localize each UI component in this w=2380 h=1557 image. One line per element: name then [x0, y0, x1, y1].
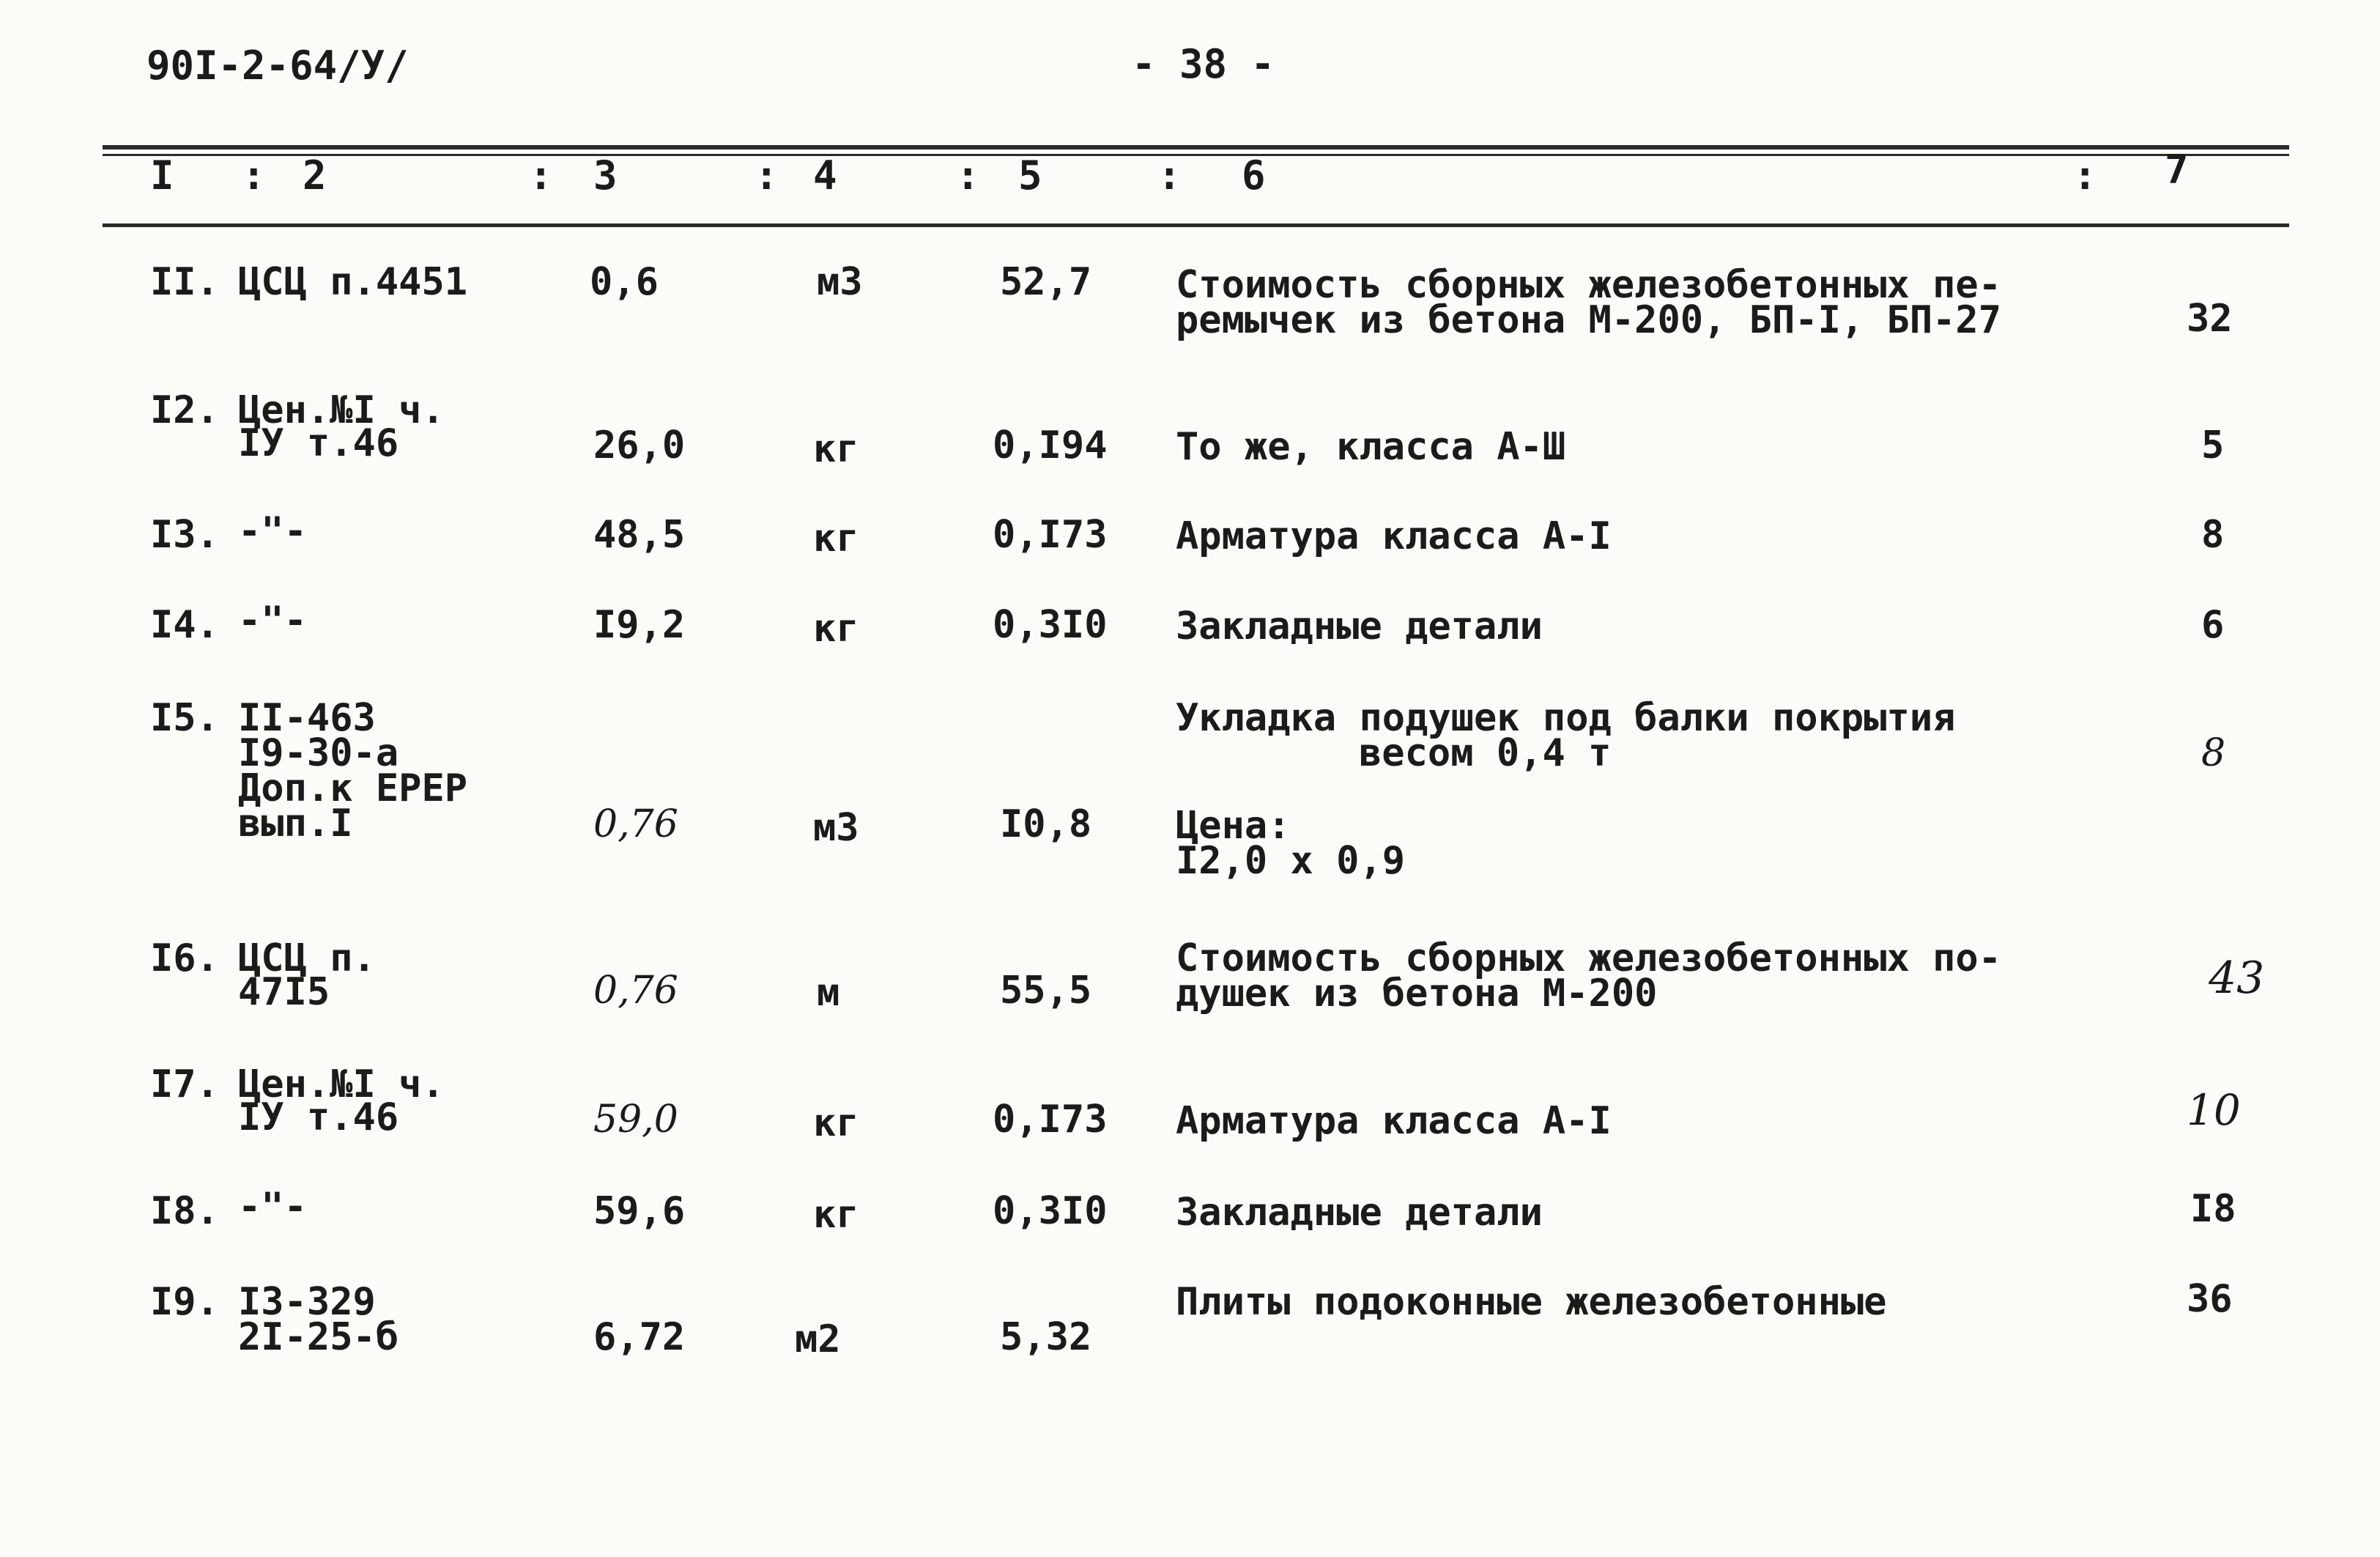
basis-line: ЦСЦ п.4451 — [238, 260, 468, 304]
basis-line: 47I5 — [238, 970, 330, 1014]
row-number: I7. — [150, 1062, 219, 1106]
description-line: душек из бетона М-200 — [1176, 972, 1658, 1016]
cost: 8 — [2201, 731, 2226, 775]
unit: м3 — [813, 806, 859, 850]
description-line: весом 0,4 т — [1359, 731, 1612, 775]
quantity: 0,6 — [590, 260, 659, 304]
cost: 6 — [2201, 603, 2225, 647]
cost: 10 — [2187, 1085, 2241, 1135]
description-line: I2,0 х 0,9 — [1176, 839, 1406, 883]
column-header-1: I — [150, 152, 174, 199]
basis-line: ЦСЦ п. — [238, 936, 376, 980]
unit-price: 0,I73 — [993, 1098, 1108, 1142]
header-rule-top-inner — [103, 154, 2289, 156]
unit: кг — [813, 517, 859, 561]
description-line: Плиты подоконные железобетонные — [1176, 1280, 1887, 1324]
cost: 36 — [2187, 1277, 2233, 1321]
unit-price: 5,32 — [1000, 1315, 1092, 1359]
header-rule-bottom — [103, 223, 2289, 227]
unit-price: 0,3I0 — [993, 603, 1108, 647]
description-line: Стоимость сборных железобетонных пе- — [1176, 263, 2002, 307]
unit: м2 — [795, 1317, 841, 1361]
row-number: I8. — [150, 1189, 219, 1233]
quantity: 0,76 — [593, 802, 678, 846]
basis-line: вып.I — [238, 802, 353, 846]
description-line: Укладка подушек под балки покрытия — [1176, 696, 1956, 740]
column-header-6: 6 — [1242, 152, 1266, 199]
basis-line: -"- — [238, 599, 307, 643]
column-separator: : — [2073, 152, 2097, 199]
column-header-4: 4 — [813, 152, 837, 199]
unit: м3 — [817, 260, 863, 304]
quantity: 59,6 — [593, 1189, 686, 1233]
basis-line: IУ т.46 — [238, 1095, 399, 1139]
unit-price: 0,I94 — [993, 424, 1108, 467]
cost: 32 — [2187, 297, 2233, 341]
basis-line: IУ т.46 — [238, 421, 399, 465]
row-number: I4. — [150, 603, 219, 647]
basis-line: I3-329 — [238, 1280, 376, 1324]
quantity: 26,0 — [593, 424, 686, 467]
cost: 43 — [2209, 953, 2265, 1004]
row-number: I2. — [150, 388, 219, 432]
unit: кг — [813, 607, 859, 651]
row-number: I5. — [150, 696, 219, 740]
basis-line: Цен.№I ч. — [238, 1062, 445, 1106]
unit: кг — [813, 1101, 859, 1145]
basis-line: 2I-25-б — [238, 1315, 399, 1359]
quantity: 48,5 — [593, 513, 686, 557]
basis-line: -"- — [238, 1185, 307, 1229]
column-header-3: 3 — [593, 152, 618, 199]
basis-line: I9-30-а — [238, 731, 399, 775]
column-header-5: 5 — [1018, 152, 1042, 199]
row-number: I3. — [150, 513, 219, 557]
cost: 8 — [2201, 513, 2225, 557]
column-separator: : — [242, 152, 266, 199]
description-line: То же, класса А-Ш — [1176, 425, 1566, 469]
row-number: II. — [150, 260, 219, 304]
cost: I8 — [2190, 1187, 2236, 1231]
quantity: I9,2 — [593, 603, 686, 647]
description-line: Цена: — [1176, 804, 1291, 848]
basis-line: -"- — [238, 509, 307, 553]
unit-price: 0,3I0 — [993, 1189, 1108, 1233]
column-separator: : — [529, 152, 553, 199]
description-line: Стоимость сборных железобетонных по- — [1176, 936, 2002, 980]
unit-price: 0,I73 — [993, 513, 1108, 557]
unit: кг — [813, 1193, 859, 1237]
document-code: 90I-2-64/У/ — [147, 42, 409, 89]
description-line: Закладные детали — [1176, 1191, 1543, 1235]
page-number: - 38 - — [1132, 41, 1275, 87]
column-separator: : — [755, 152, 779, 199]
column-separator: : — [956, 152, 980, 199]
unit: кг — [813, 427, 859, 471]
column-header-2: 2 — [303, 152, 327, 199]
quantity: 0,76 — [593, 969, 678, 1013]
quantity: 59,0 — [593, 1098, 678, 1142]
cost: 5 — [2201, 424, 2225, 467]
quantity: 6,72 — [593, 1315, 686, 1359]
unit-price: 52,7 — [1000, 260, 1092, 304]
unit: м — [817, 971, 840, 1015]
description-line: ремычек из бетона М-200, БП-I, БП-27 — [1176, 298, 2002, 342]
column-separator: : — [1157, 152, 1182, 199]
column-header-7: 7 — [2165, 147, 2189, 193]
basis-line: Доп.к ЕРЕР — [238, 766, 468, 810]
description-line: Арматура класса А-I — [1176, 1099, 1612, 1143]
unit-price: 55,5 — [1000, 969, 1092, 1013]
unit-price: I0,8 — [1000, 802, 1092, 846]
description-line: Закладные детали — [1176, 604, 1543, 648]
row-number: I9. — [150, 1280, 219, 1324]
header-rule-top — [103, 145, 2289, 149]
basis-line: II-463 — [238, 696, 376, 740]
row-number: I6. — [150, 936, 219, 980]
basis-line: Цен.№I ч. — [238, 388, 445, 432]
description-line: Арматура класса А-I — [1176, 514, 1612, 558]
